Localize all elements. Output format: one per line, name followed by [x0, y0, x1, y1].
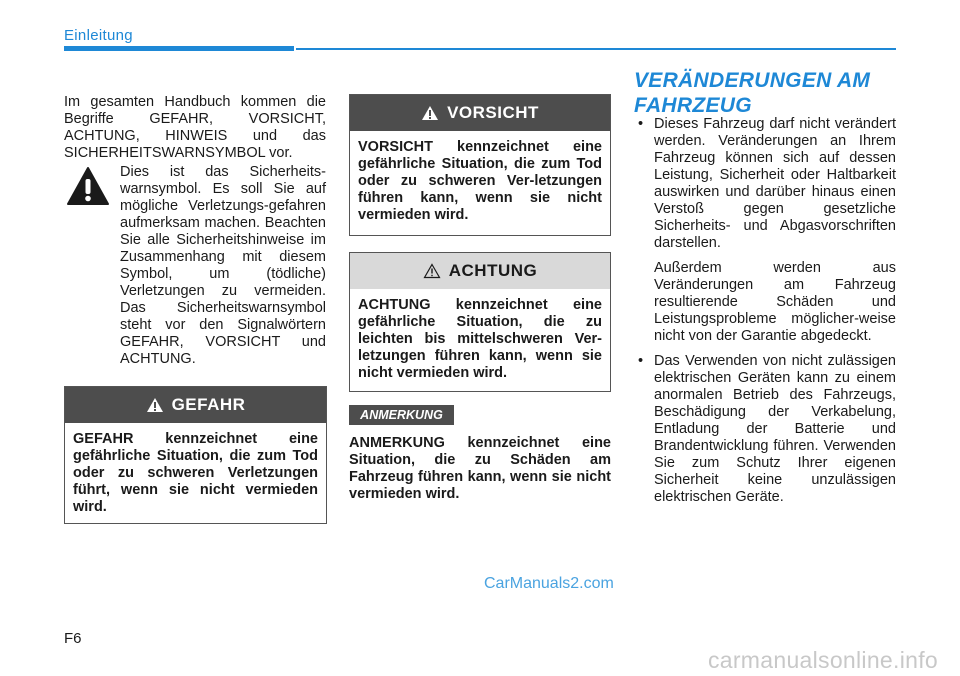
- footer-watermark: carmanualsonline.info: [707, 647, 938, 673]
- changes-list: [634, 116, 896, 514]
- intro-text: Im gesamten Handbuch kommen die Begriffe GEFAHR, VORSICHT, ACHTUNG, HINWEIS und das SICHERHEITSWARNSYMBOL vor.: [64, 94, 326, 161]
- watermark-link[interactable]: CarManuals2.com: [484, 575, 614, 592]
- gefahr-header: [65, 387, 326, 423]
- gefahr-body: GEFAHR kennzeichnet eine gefährliche Situation, die zum Tod oder zu schweren Verletzungen führt, wenn sie nicht vermieden wird.: [73, 431, 318, 515]
- anmerkung-badge: ANMERKUNG: [349, 405, 454, 425]
- bullet: •: [638, 353, 644, 369]
- warning-triangle-icon: [421, 105, 439, 121]
- list-item-text: Dieses Fahrzeug darf nicht verändert werden. Veränderungen an Ihrem Fahrzeug können sich auf dessen Leistung, Sicherheit oder Haltbarkeit auswirken und darüber hinaus einen Verstoß gegen gesetzliche Sicherheits- und Abgasvorschriften darstellen.: [654, 116, 896, 251]
- achtung-body: ACHTUNG kennzeichnet eine gefährliche Situation, die zu leichten bis mittelschweren Ver-letzungen führen kann, wenn sie nicht vermieden wird.: [358, 297, 602, 381]
- header-rule-thin: [296, 48, 896, 50]
- warning-triangle-outline-icon: [423, 263, 441, 279]
- gefahr-title: GEFAHR: [171, 395, 246, 414]
- header-rule-thick: [64, 46, 294, 51]
- list-item: [634, 116, 896, 252]
- list-item: [634, 353, 896, 506]
- achtung-box: [349, 252, 611, 392]
- anmerkung-text: ANMERKUNG kennzeichnet eine Situation, die zu Schäden am Fahrzeug führen kann, wenn sie nicht vermieden wird.: [349, 435, 611, 502]
- achtung-header: [350, 253, 610, 289]
- vorsicht-header: [350, 95, 610, 131]
- warning-triangle-icon: [146, 397, 164, 413]
- list-item-continuation: Außerdem werden aus Veränderungen am Fahrzeug resultierende Schäden und Leistungsprobleme möglicher-weise nicht von der Garantie abgedeckt.: [654, 260, 896, 344]
- vorsicht-box: [349, 94, 611, 236]
- page-number: F6: [64, 630, 82, 647]
- achtung-title: ACHTUNG: [448, 261, 538, 280]
- changes-heading: VERÄNDERUNGEN AM FAHRZEUG: [634, 69, 871, 117]
- list-item-text: Das Verwenden von nicht zulässigen elektrischen Geräten kann zu einem anormalen Betrieb des Fahrzeugs, Beschädigung der Verkabelung, Entladung der Batterie und Brandentwicklung führen. Verwenden Sie zum Schutz Ihrer eigenen Sicherheit keine unzulässigen elektrischen Geräte.: [654, 353, 896, 505]
- section-title: Einleitung: [64, 27, 133, 44]
- vorsicht-body: VORSICHT kennzeichnet eine gefährliche Situation, die zum Tod oder zu schweren Ver-letzungen führen kann, wenn sie nicht vermieden wird.: [358, 139, 602, 223]
- warning-triangle-icon: [66, 166, 110, 206]
- gefahr-box: [64, 386, 327, 524]
- safety-symbol-description: Dies ist das Sicherheits-warnsymbol. Es soll Sie auf mögliche Verletzungs-gefahren aufmerksam machen. Beachten Sie alle Sicherheitshinweise im Zusammenhang mit diesem Symbol, um (tödliche) Verletzungen zu vermeiden. Das Sicherheitswarnsymbol steht vor den Signalwörtern GEFAHR, VORSICHT und ACHTUNG.: [120, 164, 326, 367]
- vorsicht-title: VORSICHT: [447, 103, 539, 122]
- bullet: •: [638, 116, 644, 132]
